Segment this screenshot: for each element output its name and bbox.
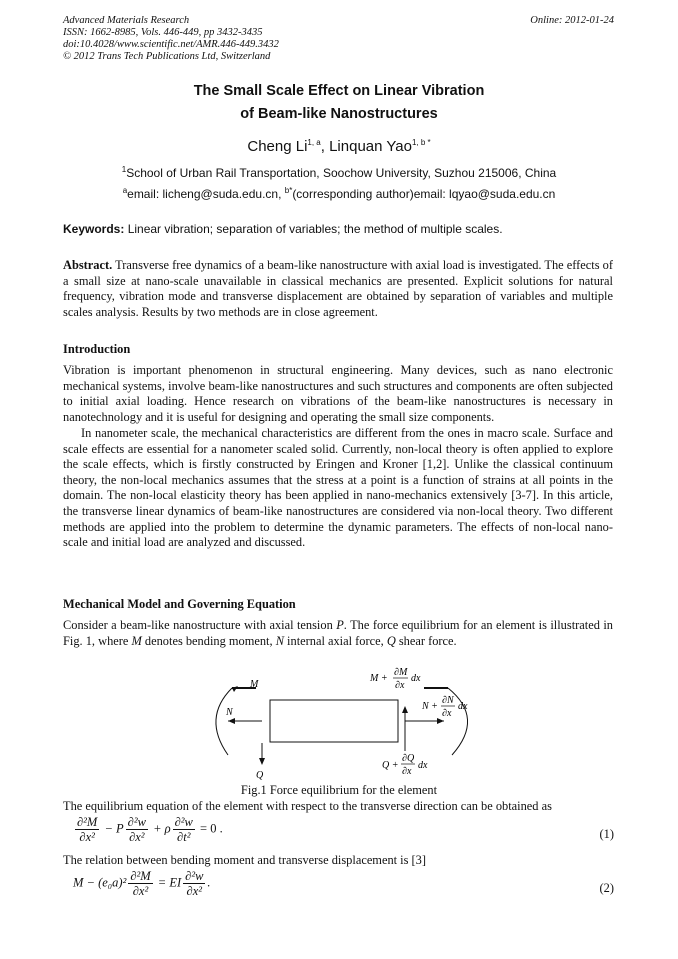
eq1-frac-3: $\frac{\text{∂²w}}{\text{∂t²}}$ [174, 815, 193, 844]
keywords-text: Linear vibration; separation of variables; the method of multiple scales. [124, 222, 503, 236]
eq1-tail: = 0 . [196, 821, 223, 836]
aff-text: School of Urban Rail Transportation, Soochow University, Suzhou 215006, China [126, 166, 557, 180]
email-sup-b: b* [284, 186, 293, 195]
label-dM-dx: ∂x [395, 680, 405, 691]
model-text-b: . The force equilibrium for an element is illustrated in Fig. 1, where [63, 618, 613, 648]
label-dN: ∂N [442, 695, 454, 706]
online-date: Online: 2012-01-24 [530, 15, 614, 26]
author-1: Cheng Li [247, 138, 308, 155]
left-shear-arrowhead [259, 758, 265, 765]
label-dQ-dxs: dx [418, 760, 428, 771]
label-dM-dxs: dx [411, 673, 421, 684]
intro-paragraph-2: In nanometer scale, the mechanical characteristics are different from the ones in macro scale. Surface and scale effects are essential for a nanometer scaled solid. Currently, non-local theory is often applied to explore the scale effects, which is firstly constructed by Eringen and Kroner [1,2]. Unlike the classical continuum theory, the non-local mechanics assumes that the stress at a point is a function of strains at all points in the domain. The non-local elasticity theory has been applied in nano-mechanics extensively [3-7]. In this article, the transverse linear dynamics of beam-like nanostructures are considered via non-local theory. Two different methods are applied into the problem to determine the dynamic parameters. The effects of non-local nano-scale and initial load are analyzed and discussed. [63, 426, 613, 550]
keywords-label: Keywords: [63, 222, 125, 236]
eq1-frac-1: $\frac{\text{∂²M}}{\text{∂x²}}$ [77, 815, 98, 844]
author-2-sup: 1, b * [411, 138, 431, 147]
model-text-c: denotes bending moment, [141, 633, 276, 648]
label-Q: Q [256, 770, 264, 781]
model-text-d: internal axial force, [283, 633, 387, 648]
journal-name: Advanced Materials Research [63, 15, 190, 26]
email-a: email: licheng@suda.edu.cn, [127, 187, 285, 201]
intro-heading: Introduction [63, 342, 131, 356]
author-1-sup: 1, a [307, 138, 321, 147]
label-M-plus: M + [370, 673, 388, 684]
eq1-frac-2: $\frac{\text{∂²w}}{\text{∂x²}}$ [127, 815, 146, 844]
symbol-Q: Q [386, 633, 396, 648]
author-sep: , [320, 138, 330, 155]
email-b: (corresponding author)email: lqyao@suda.edu.cn [292, 187, 556, 201]
email-sup-a: a [122, 186, 128, 195]
label-N-plus: N + [422, 701, 438, 712]
abstract [63, 258, 613, 320]
eq2-frac-2: $\frac{\text{∂²w}}{\text{∂x²}}$ [185, 869, 204, 898]
symbol-M: M [131, 633, 142, 648]
abstract-label: Abstract. [63, 258, 113, 272]
copyright: © 2012 Trans Tech Publications Ltd, Switzerland [63, 51, 271, 62]
eq2-EI: = EI [154, 875, 182, 890]
eq2-frac-1: $\frac{\text{∂²M}}{\text{∂x²}}$ [130, 869, 151, 898]
intro-paragraph-1: Vibration is important phenomenon in structural engineering. Many devices, such as nano electronic mechanical systems, involve beam-like nanostructures and such structures and components are often subjected to initial axial loading. Hence research on vibrations of the beam-like nanostructures is necessary in nanotechnology and it is useful for designing and operating the small size components. [63, 363, 613, 424]
equation-2-number: (2) [599, 881, 614, 895]
label-Q-plus: Q + [382, 760, 399, 771]
issn: ISSN: 1662-8985, Vols. 446-449, pp 3432-3435 [63, 27, 263, 38]
paper-title-line1: The Small Scale Effect on Linear Vibration [193, 83, 485, 99]
label-dQ-dx: ∂x [402, 766, 412, 777]
author-2: Linquan Yao [329, 138, 412, 155]
label-dN-dxs: dx [458, 701, 468, 712]
label-dQ: ∂Q [402, 753, 415, 764]
emails [0, 186, 678, 201]
label-M: M [250, 679, 259, 690]
figure-caption: Fig.1 Force equilibrium for the element [240, 783, 438, 797]
label-dN-dx: ∂x [442, 708, 452, 719]
eq1-intro: The equilibrium equation of the element with respect to the transverse direction can be obtained as [63, 799, 552, 813]
right-shear-arrowhead [402, 706, 408, 713]
label-dM: ∂M [394, 667, 408, 678]
equation-2 [73, 869, 211, 898]
abstract-text: Transverse free dynamics of a beam-like nanostructure with axial load is investigated. The effects of a small size at nano-scale unavailable in classical mechanics are presented. Explicit solutions for natural frequency, vibration mode and transverse displacement are obtained by separation of variables and multiple scales analysis. Results by two methods are in close agreement. [63, 258, 613, 319]
equation-1-number: (1) [599, 827, 614, 841]
eq1-minus-P: − P [101, 821, 124, 836]
author-list [0, 138, 678, 155]
model-text-a: Consider a beam-like nanostructure with axial tension [63, 618, 337, 632]
affiliation [0, 165, 678, 180]
doi: doi:10.4028/www.scientific.net/AMR.446-449.3432 [63, 39, 279, 50]
eq2-tail: . [207, 875, 211, 890]
model-text-e: shear force. [395, 633, 457, 648]
beam-element [270, 700, 398, 742]
label-N: N [226, 707, 233, 718]
eq1-plus-rho: + ρ [149, 821, 171, 836]
eq2-intro: The relation between bending moment and transverse displacement is [3] [63, 853, 426, 867]
eq2-lhs: M − (e₀a)² [73, 875, 127, 890]
left-axial-arrowhead [228, 718, 235, 724]
equation-1 [73, 815, 223, 844]
paper-title-line2: of Beam-like Nanostructures [240, 106, 438, 122]
symbol-N: N [275, 633, 284, 648]
force-equilibrium-figure [200, 663, 490, 783]
symbol-P: P [336, 618, 344, 632]
keywords [63, 222, 503, 236]
model-paragraph [63, 618, 613, 649]
aff-sup: 1 [121, 165, 127, 174]
journal-header [63, 15, 279, 63]
model-heading: Mechanical Model and Governing Equation [63, 597, 296, 611]
